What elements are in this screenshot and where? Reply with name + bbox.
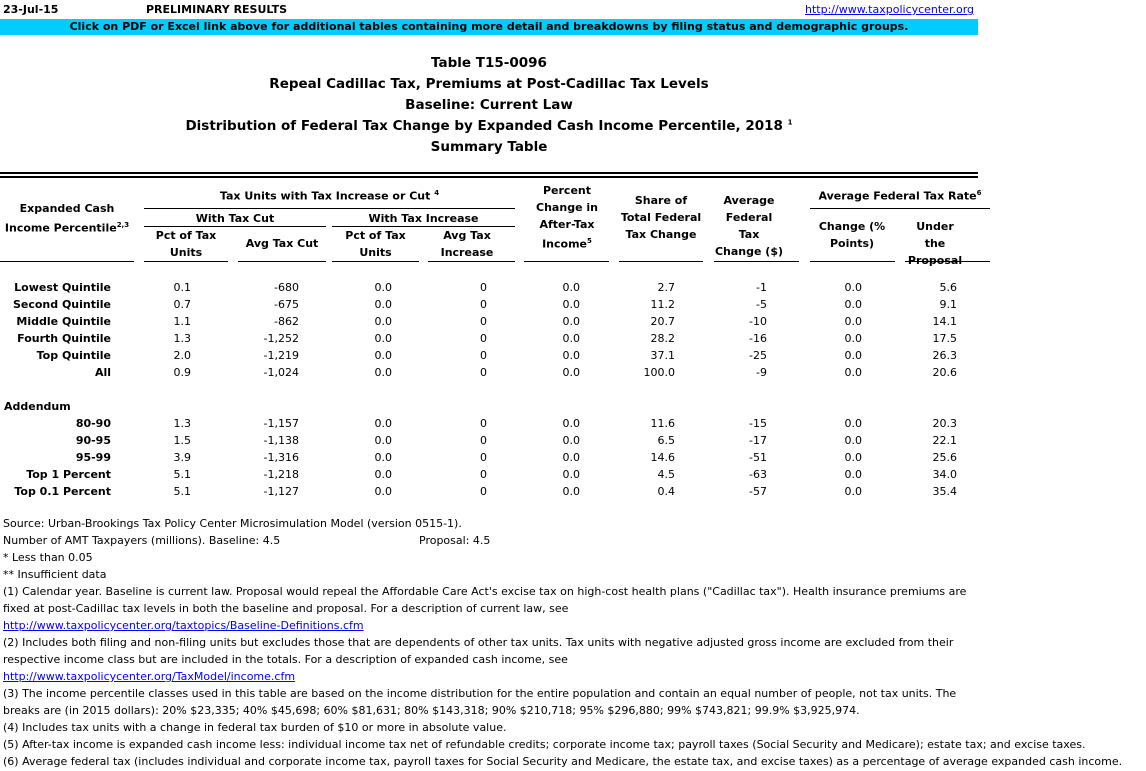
cell-value: 0.0 (562, 349, 580, 362)
cell-value: 4.5 (657, 468, 675, 481)
cell-value: -57 (749, 485, 767, 498)
baseline-definitions-link[interactable]: http://www.taxpolicycenter.org/taxtopics/Baseline-Definitions.cfm (3, 619, 364, 632)
cell-value: 0.0 (562, 281, 580, 294)
cell-value: 0 (480, 298, 487, 311)
cell-value: -1,219 (263, 349, 299, 362)
cell-value: 6.5 (657, 434, 675, 447)
table-row (0, 313, 990, 330)
cell-value: 20.6 (932, 366, 957, 379)
cell-value: 0.0 (562, 434, 580, 447)
cell-value: 0.7 (173, 298, 191, 311)
addendum-label: Addendum (4, 400, 71, 413)
cell-value: -1,252 (263, 332, 299, 345)
cell-value: 0.0 (374, 281, 392, 294)
cell-value: 0 (480, 434, 487, 447)
cell-value: 17.5 (932, 332, 957, 345)
header-pct-change-text: Percent Change in After-Tax Income (536, 184, 598, 251)
row-label: Top 0.1 Percent (14, 485, 111, 498)
addendum-header (0, 398, 990, 415)
cell-value: 0.0 (374, 485, 392, 498)
cell-value: -51 (749, 451, 767, 464)
report-date: 23-Jul-15 (3, 3, 59, 16)
cell-value: -25 (749, 349, 767, 362)
cell-value: -63 (749, 468, 767, 481)
income-definition-link[interactable]: http://www.taxpolicycenter.org/TaxModel/income.cfm (3, 670, 296, 683)
cell-value: 0.0 (562, 417, 580, 430)
double-rule-bottom (0, 176, 978, 178)
cell-value: 0.0 (844, 451, 862, 464)
cell-value: -675 (274, 298, 299, 311)
cell-value: 9.1 (939, 298, 957, 311)
cell-value: -1,316 (263, 451, 299, 464)
table-row (0, 415, 990, 432)
header-rule (619, 261, 703, 262)
cell-value: -1 (756, 281, 767, 294)
cell-value: 0.0 (844, 485, 862, 498)
cell-value: 0.0 (374, 366, 392, 379)
baseline-title: Baseline: Current Law (405, 97, 573, 113)
info-banner: Click on PDF or Excel link above for additional tables containing more detail and breakdowns by filing status and demographic groups. (0, 19, 978, 35)
table-row (0, 279, 990, 296)
header-pct-change (530, 182, 604, 253)
header-with-cut: With Tax Cut (195, 212, 275, 225)
row-label: Fourth Quintile (17, 332, 111, 345)
footnote-ref: 4 (434, 189, 440, 197)
cell-value: 14.1 (932, 315, 957, 328)
header-percentile (0, 200, 134, 237)
table-title: Repeal Cadillac Tax, Premiums at Post-Cadillac Tax Levels (269, 76, 709, 92)
cell-value: 11.2 (650, 298, 675, 311)
cell-value: 0.0 (374, 298, 392, 311)
header-rule (428, 261, 515, 262)
cell-value: -1,218 (263, 468, 299, 481)
cell-value: 0.0 (374, 417, 392, 430)
cell-value: 1.3 (173, 417, 191, 430)
tpc-link[interactable]: http://www.taxpolicycenter.org (805, 3, 975, 16)
cell-value: 0.0 (562, 451, 580, 464)
cell-value: 0.0 (844, 366, 862, 379)
header-rule (332, 261, 419, 262)
cell-value: -17 (749, 434, 767, 447)
preliminary-label: PRELIMINARY RESULTS (146, 3, 288, 16)
less-than-note: * Less than 0.05 (3, 551, 93, 564)
row-label: All (94, 366, 111, 379)
cell-value: 0 (480, 485, 487, 498)
cell-value: -9 (756, 366, 767, 379)
header-pct-cut: Pct of Tax Units (155, 229, 217, 259)
cell-value: -1,024 (263, 366, 299, 379)
row-label: Middle Quintile (16, 315, 111, 328)
footnote-ref: 6 (976, 189, 982, 197)
cell-value: 0.4 (657, 485, 675, 498)
header-rule (144, 261, 228, 262)
row-label: Top Quintile (36, 349, 111, 362)
table-row (0, 330, 990, 347)
table-row (0, 449, 990, 466)
cell-value: 0 (480, 451, 487, 464)
cell-value: 0.0 (844, 281, 862, 294)
cell-value: 0.0 (844, 315, 862, 328)
table-row (0, 432, 990, 449)
cell-value: 5.1 (173, 468, 191, 481)
cell-value: 28.2 (650, 332, 675, 345)
cell-value: 0.0 (844, 332, 862, 345)
header-avg-change: Average Federal Tax Change ($) (714, 194, 784, 258)
footnote-2: (2) Includes both filing and non-filing units but excludes those that are dependents of other tax units. Tax units with negative adjusted gross income are excluded from their (3, 636, 954, 649)
cell-value: 26.3 (932, 349, 957, 362)
footnote-3: (3) The income percentile classes used in this table are based on the income distribution for the entire population and contain an equal number of people, not tax units. The (3, 687, 957, 700)
table-row (0, 296, 990, 313)
header-rule (810, 261, 895, 262)
header-rate-group-text: Average Federal Tax Rate (818, 189, 977, 203)
header-with-increase: With Tax Increase (368, 212, 479, 225)
cell-value: -1,138 (263, 434, 299, 447)
source-note: Source: Urban-Brookings Tax Policy Center Microsimulation Model (version 0515-1). (3, 517, 462, 530)
header-units-group-text: Tax Units with Tax Increase or Cut (219, 189, 431, 203)
footnote-4: (4) Includes tax units with a change in federal tax burden of $10 or more in absolute value. (3, 721, 507, 734)
cell-value: 0.0 (374, 315, 392, 328)
header-rule (714, 261, 799, 262)
header-percentile-text: Expanded Cash Income Percentile (4, 202, 117, 235)
cell-value: 0 (480, 349, 487, 362)
table-number: Table T15-0096 (431, 55, 547, 71)
row-label: Top 1 Percent (26, 468, 111, 481)
cell-value: -10 (749, 315, 767, 328)
header-rate-change: Change (% Points) (818, 220, 886, 250)
header-rule (238, 261, 326, 262)
cell-value: 0.0 (374, 468, 392, 481)
cell-value: 100.0 (643, 366, 675, 379)
cell-value: 22.1 (932, 434, 957, 447)
footnote-1-cont: fixed at post-Cadillac tax levels in both the baseline and proposal. For a description of current law, see (3, 602, 569, 615)
cell-value: 5.6 (939, 281, 957, 294)
cell-value: 0.0 (844, 434, 862, 447)
cell-value: 0.0 (562, 332, 580, 345)
header-rate-group (810, 185, 990, 205)
cell-value: 0.0 (374, 349, 392, 362)
header-rate-under: Under the Proposal (907, 220, 963, 267)
cell-value: 0 (480, 468, 487, 481)
cell-value: 0 (480, 332, 487, 345)
table-row (0, 347, 990, 364)
cell-value: -680 (274, 281, 299, 294)
cell-value: 25.6 (932, 451, 957, 464)
cell-value: 0.0 (562, 468, 580, 481)
cell-value: 0.1 (173, 281, 191, 294)
cell-value: 0 (480, 281, 487, 294)
cell-value: 20.3 (932, 417, 957, 430)
footnote-ref: 1 (787, 118, 793, 127)
cell-value: -15 (749, 417, 767, 430)
table-row (0, 466, 990, 483)
cell-value: 1.5 (173, 434, 191, 447)
cell-value: 35.4 (932, 485, 957, 498)
double-rule-top (0, 172, 978, 174)
cell-value: 34.0 (932, 468, 957, 481)
cell-value: 5.1 (173, 485, 191, 498)
footnote-ref: 5 (587, 237, 592, 245)
cell-value: 0.0 (562, 298, 580, 311)
row-label: 90-95 (75, 434, 111, 447)
header-avg-inc: Avg Tax Increase (440, 229, 494, 259)
header-rule (144, 208, 515, 209)
cell-value: -862 (274, 315, 299, 328)
cell-value: -1,157 (263, 417, 299, 430)
distribution-title-text: Distribution of Federal Tax Change by Expanded Cash Income Percentile, 2018 (185, 118, 783, 134)
row-label: 80-90 (75, 417, 111, 430)
cell-value: 0.9 (173, 366, 191, 379)
amt-proposal-note: Proposal: 4.5 (419, 534, 491, 547)
table-row (0, 483, 990, 500)
amt-note: Number of AMT Taxpayers (millions). Baseline: 4.5 (3, 534, 281, 547)
cell-value: -5 (756, 298, 767, 311)
header-rule (905, 261, 990, 262)
cell-value: 0 (480, 366, 487, 379)
cell-value: 1.3 (173, 332, 191, 345)
cell-value: 14.6 (650, 451, 675, 464)
footnote-5: (5) After-tax income is expanded cash income less: individual income tax net of refundable credits; corporate income tax; payroll taxes (Social Security and Medicare); estate tax; and excise taxes. (3, 738, 1086, 751)
cell-value: 0.0 (374, 434, 392, 447)
row-label: Second Quintile (12, 298, 111, 311)
header-share: Share of Total Federal Tax Change (620, 194, 702, 241)
cell-value: 0.0 (844, 298, 862, 311)
cell-value: 0.0 (374, 451, 392, 464)
header-units-group (144, 185, 515, 205)
header-avg-cut: Avg Tax Cut (245, 237, 319, 250)
summary-title: Summary Table (430, 139, 548, 155)
footnote-2-cont: respective income class but are included in the totals. For a description of expanded cash income, see (3, 653, 568, 666)
footnote-1: (1) Calendar year. Baseline is current law. Proposal would repeal the Affordable Care Act's excise tax on high-cost health plans ("Cadillac tax"). Health insurance premiums are (3, 585, 967, 598)
insufficient-note: ** Insufficient data (3, 568, 107, 581)
cell-value: 0.0 (374, 332, 392, 345)
cell-value: 1.1 (173, 315, 191, 328)
cell-value: 0.0 (844, 417, 862, 430)
cell-value: 0 (480, 417, 487, 430)
cell-value: 11.6 (650, 417, 675, 430)
cell-value: 0 (480, 315, 487, 328)
footnote-6: (6) Average federal tax (includes individual and corporate income tax, payroll taxes for Social Security and Medicare, the estate tax, and excise taxes) as a percentage of average expanded cash income. (3, 755, 1123, 768)
row-label: 95-99 (75, 451, 111, 464)
cell-value: 3.9 (173, 451, 191, 464)
cell-value: 2.7 (657, 281, 675, 294)
cell-value: -1,127 (263, 485, 299, 498)
cell-value: 0.0 (844, 468, 862, 481)
header-rule (524, 261, 609, 262)
header-rule (810, 208, 990, 209)
table-row (0, 364, 990, 381)
cell-value: 37.1 (650, 349, 675, 362)
cell-value: -16 (749, 332, 767, 345)
distribution-title (0, 118, 978, 134)
cell-value: 20.7 (650, 315, 675, 328)
cell-value: 0.0 (562, 485, 580, 498)
row-label: Lowest Quintile (14, 281, 111, 294)
header-rule (0, 261, 134, 262)
header-pct-inc: Pct of Tax Units (345, 229, 406, 259)
cell-value: 2.0 (173, 349, 191, 362)
cell-value: 0.0 (844, 349, 862, 362)
footnote-3-cont: breaks are (in 2015 dollars): 20% $23,335; 40% $45,698; 60% $81,631; 80% $143,318; 90% $210,718; 95% $296,880; 99% $743,821; 99.9% $3,925,974. (3, 704, 860, 717)
cell-value: 0.0 (562, 366, 580, 379)
footnote-ref: 2,3 (116, 221, 130, 229)
cell-value: 0.0 (562, 315, 580, 328)
